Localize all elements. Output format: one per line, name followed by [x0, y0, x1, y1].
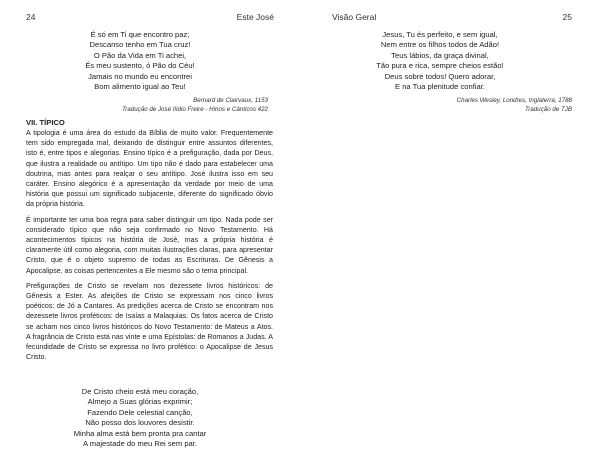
poem-line: O Pão da Vida em Ti achei,	[93, 50, 187, 60]
right-page	[300, 0, 600, 471]
paragraph: Prefigurações de Cristo se revelam nos dezessete livros históricos: de Gênesis a Ester. As afeições de Cristo se expressam nos cinco livros poéticos: de Jó a Cantares. As predições acerca de Cristo se encontram nos dezessete livros proféticos: de Isaías a Malaquias. Os fatos acerca de Cristo se acham nos cinco livros históricos do Novo Testamento: de Mateus a Atos. A fragrância de Cristo está nas vinte e uma Epístolas: de Romanos a Judas. A fecundidade de Cristo se expressa no livro profético: o Apocalipse de Jesus Cristo.	[26, 281, 273, 362]
paragraph: A tipologia é uma área do estudo da Bíblia de muito valor. Frequentemente tem sido empregada mal, deixando de distinguir entre assuntos diferentes, isto é, entre tipos e alegorias. Ensino típico é a prefiguração, dada por Deus, que ilustra a realidade ou antítipo. Um tipo não é dado para estabelecer uma doutrina, mas antes para realçar o seu antítipo. José ilustra isso em seu caráter. Ensino alegórico é a apresentação da verdade por meio de uma história que possui um significado subjacente, diferente do significado óbvio da própria história.	[26, 129, 273, 209]
poem-line: Bom alimento igual ao Teu!	[94, 82, 186, 92]
running-title: Visão Geral	[332, 12, 377, 22]
poem-line: A majestade do meu Rei sem par.	[83, 439, 197, 449]
poem-line: Teus lábios, da graça divinal,	[391, 50, 489, 60]
poem-line: Tão pura e rica, sempre cheios estão!	[376, 61, 504, 71]
poem-line: Jamais no mundo eu encontrei	[88, 71, 192, 81]
poem-line: Não posso dos louvores desistir.	[85, 418, 195, 428]
closing-poem	[40, 387, 240, 449]
poem-line: Jesus, Tu és perfeito, e sem igual,	[382, 30, 498, 39]
poem-line: E na Tua plenitude confiar.	[395, 82, 485, 92]
page-number: 25	[562, 12, 572, 22]
poem-attribution	[457, 97, 572, 114]
section-body	[26, 118, 273, 367]
poem-line: Minha alma está bem pronta pra cantar	[73, 428, 207, 438]
attribution-line: Tradução de José Ilídio Freire - Hinos e Cânticos 422	[121, 105, 268, 113]
attribution-line: Tradução de TJB	[524, 105, 572, 113]
poem-line: Deus sobre todos! Quero adorar,	[384, 71, 496, 81]
poem-line: Almejo a Suas glórias exprimir;	[87, 397, 193, 407]
poem-line: É só em Ti que encontro paz;	[90, 30, 190, 39]
attribution-line: Bernard de Clairvaux, 1153	[193, 97, 268, 104]
poem	[340, 30, 540, 92]
poem-line: Fazendo Dele celestial canção,	[87, 407, 193, 417]
opening-poem	[40, 30, 240, 92]
poem-line: És meu sustento, ó Pão do Céu!	[85, 61, 195, 71]
page-number: 24	[26, 12, 36, 22]
paragraph: É importante ter uma boa regra para saber distinguir um tipo. Nada pode ser considerado típico que não seja confirmado no Novo Testamento. Há acontecimentos típicos na história de José, mas a própria história é claramente útil como alegoria, com muitas ilustrações claras, para apresentar Cristo, que é o objeto supremo de todas as Escrituras. De Gênesis a Apocalipse, as coisas pertencentes a Ele mesmo são o tema principal.	[26, 215, 273, 275]
running-title: Este José	[236, 12, 274, 22]
poem-attribution	[122, 97, 268, 114]
attribution-line: Charles Wesley, Londres, Inglaterra, 1788	[456, 97, 572, 104]
poem-line: De Cristo cheio está meu coração,	[81, 387, 199, 396]
poem-line: Nem entre os filhos todos de Adão!	[380, 40, 500, 50]
section-title: VII. TÍPICO	[26, 118, 65, 127]
poem-line: Descanso tenho em Tua cruz!	[89, 40, 191, 50]
